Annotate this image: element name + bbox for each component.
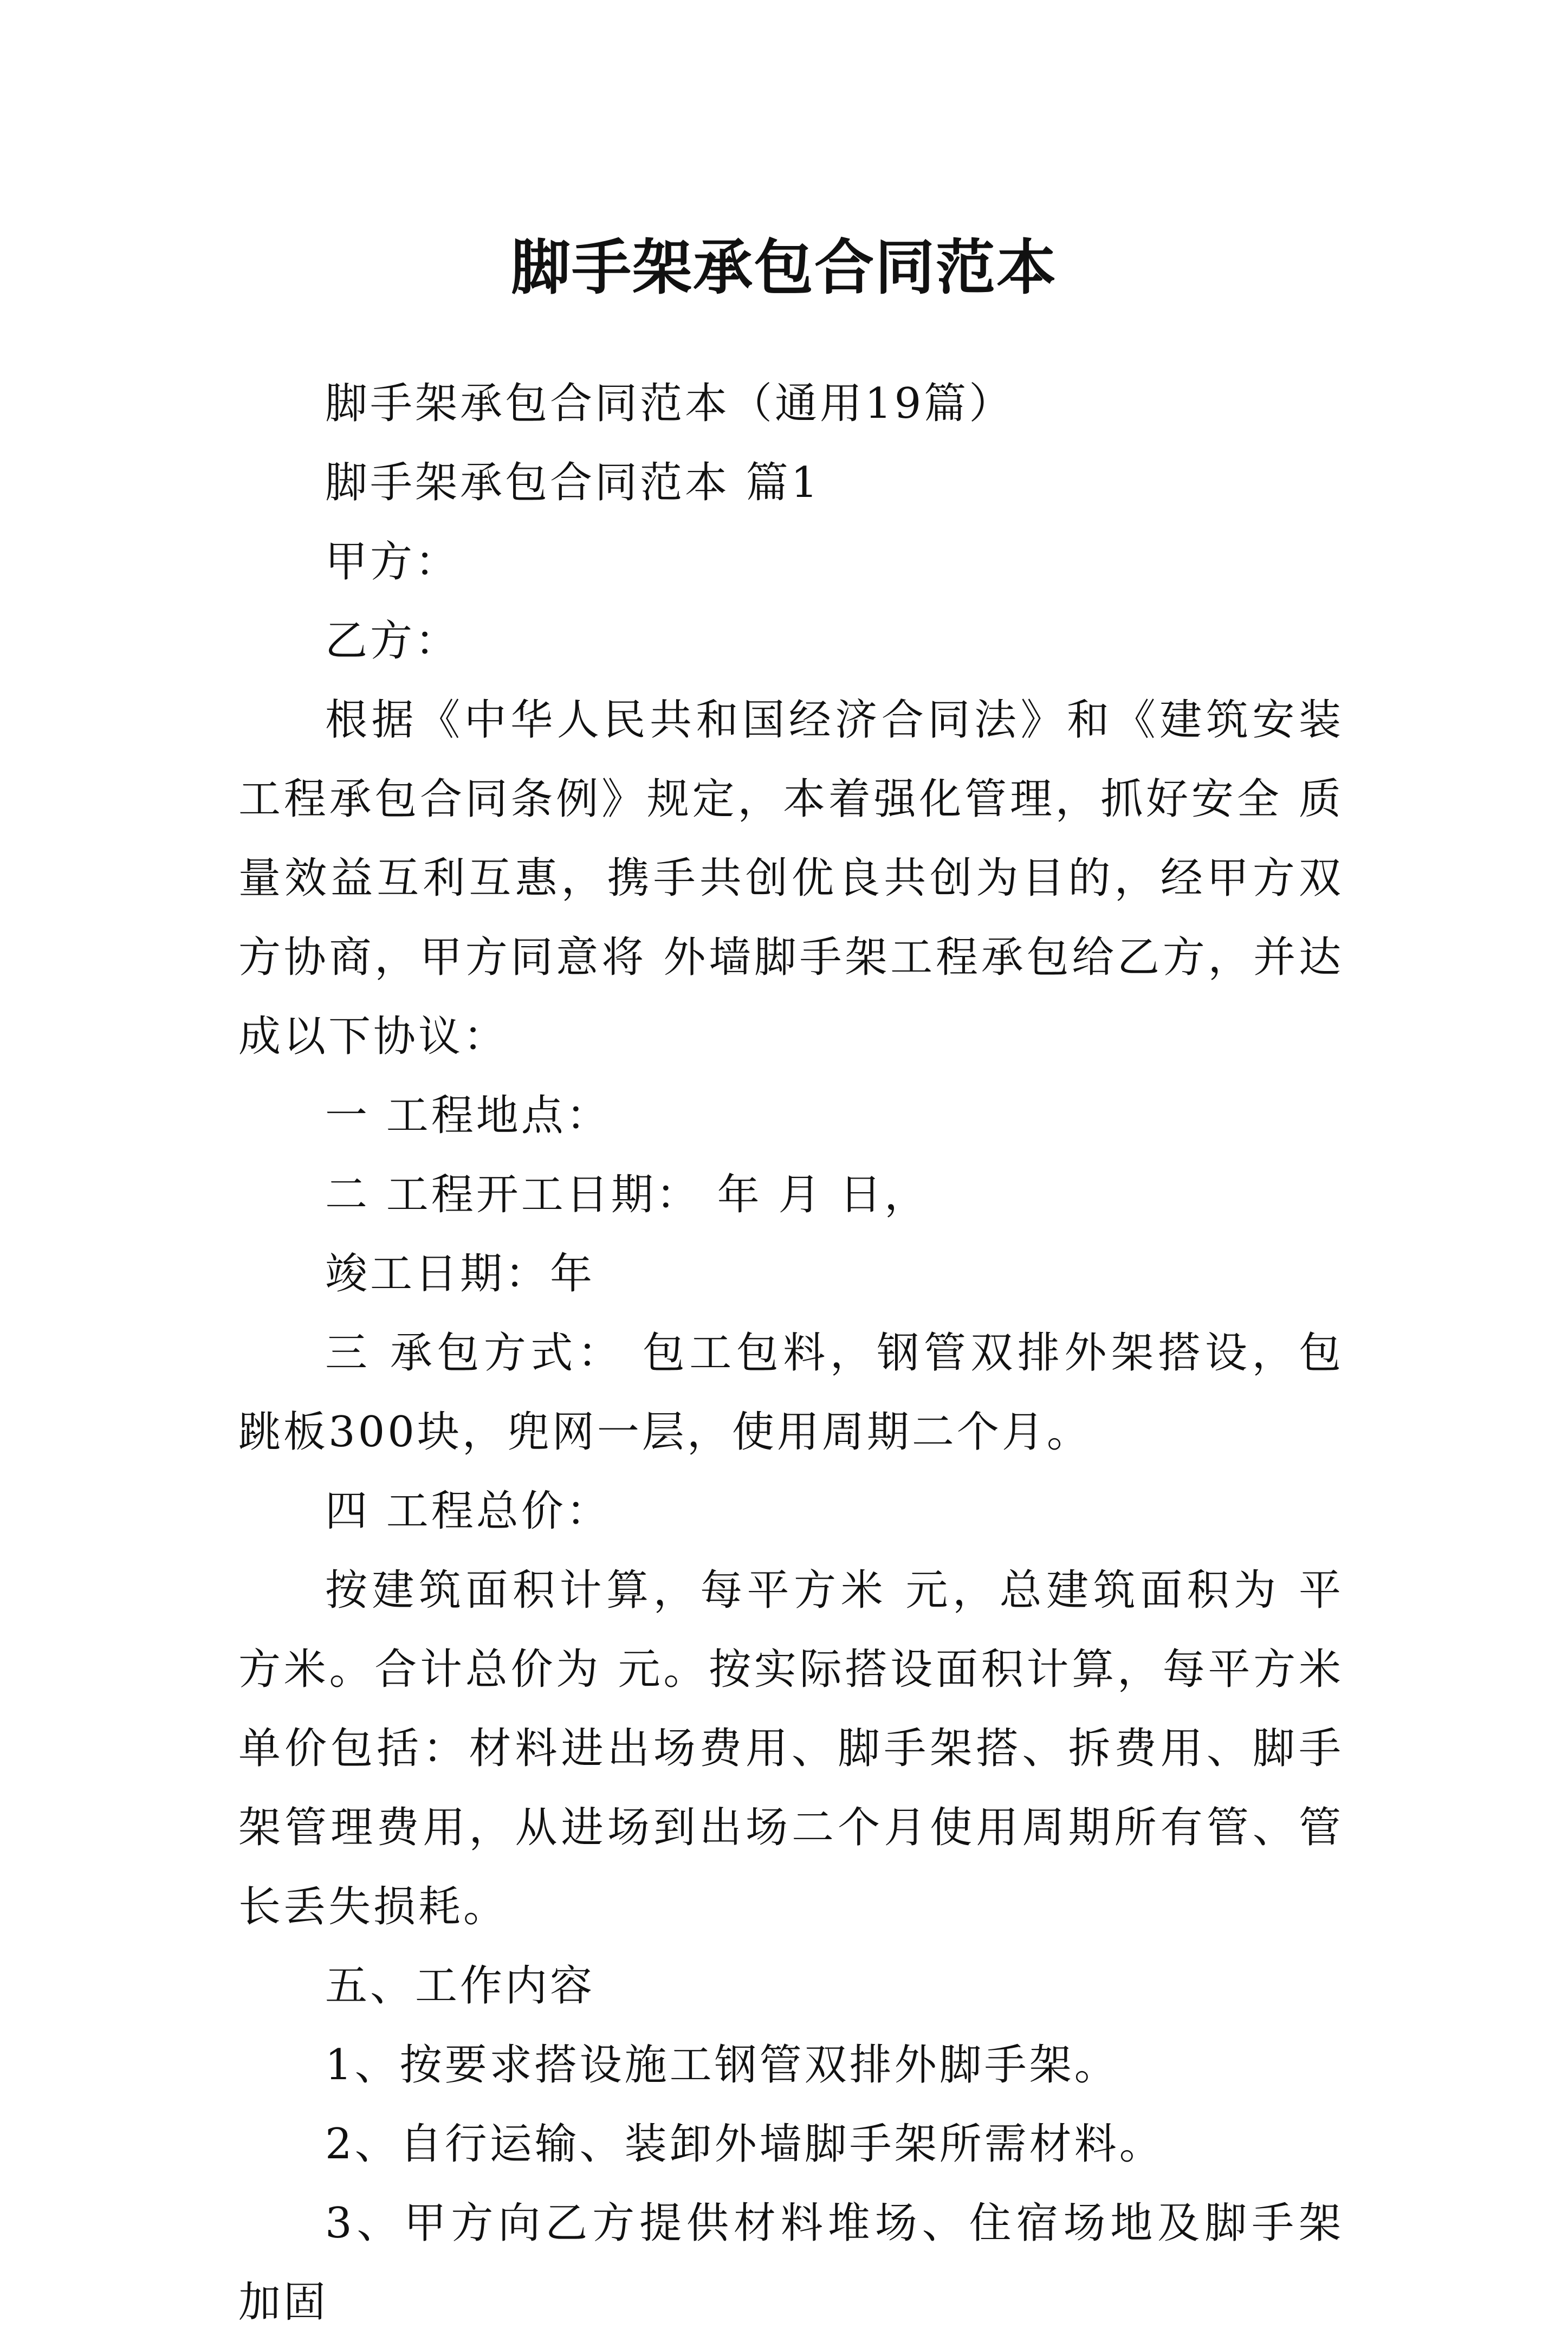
paragraph-clause-start-date: 二 工程开工日期： 年 月 日， xyxy=(325,1170,930,1219)
paragraph-clause-location: 一 工程地点： xyxy=(325,1091,611,1140)
paragraph-clause-work-content: 五、工作内容 xyxy=(325,1962,595,2010)
document-body xyxy=(238,364,1344,2342)
paragraph-subtitle: 脚手架承包合同范本（通用19篇） xyxy=(325,379,1014,428)
document-title: 脚手架承包合同范本 xyxy=(511,232,1057,302)
paragraph-work-item-3: 3、甲方向乙方提供材料堆场、住宿场地及脚手架加固 xyxy=(238,2199,1344,2327)
paragraph-preamble: 根据《中华人民共和国经济合同法》和《建筑安装工程承包合同条例》规定，本着强化管理，抓好安全 质量效益互利互惠，携手共创优良共创为目的，经甲方双方协商，甲方同意将 外墙脚手架工程承包给乙方，并达成以下协议： xyxy=(238,696,1344,1061)
paragraph-completion-date: 竣工日期：年 xyxy=(325,1250,595,1298)
paragraph-work-item-2: 2、自行运输、装卸外墙脚手架所需材料。 xyxy=(325,2120,1164,2169)
paragraph-price-details: 按建筑面积计算，每平方米 元，总建筑面积为 平方米。合计总价为 元。按实际搭设面积计算，每平方米单价包括：材料进出场费用、脚手架搭、拆费用、脚手架管理费用，从进场到出场二个月使用周期所有管、管长丢失损耗。 xyxy=(238,1566,1344,1931)
paragraph-section-heading: 脚手架承包合同范本 篇1 xyxy=(325,458,821,507)
paragraph-party-a: 甲方： xyxy=(325,538,461,586)
paragraph-clause-total-price: 四 工程总价： xyxy=(325,1487,611,1536)
paragraph-work-item-1: 1、按要求搭设施工钢管双排外脚手架。 xyxy=(325,2041,1119,2089)
paragraph-clause-contract-method: 三 承包方式： 包工包料，钢管双排外架搭设，包跳板300块，兜网一层，使用周期二个月。 xyxy=(238,1329,1344,1457)
paragraph-party-b: 乙方： xyxy=(325,617,461,665)
